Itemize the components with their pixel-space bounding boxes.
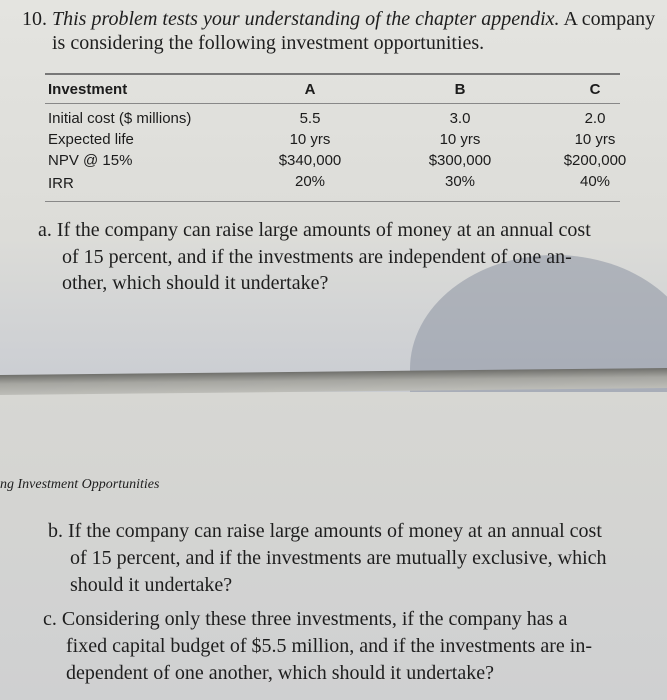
table-header-b: B bbox=[454, 81, 466, 98]
table-cell: 30% bbox=[444, 173, 476, 190]
table-row-label: IRR bbox=[48, 175, 74, 192]
table-cell: 20% bbox=[294, 173, 326, 190]
table-row-label: Expected life bbox=[48, 131, 134, 148]
table-header-rule bbox=[45, 103, 620, 104]
problem-statement-line2: is considering the following investment opportunities. bbox=[52, 32, 485, 54]
table-bottom-rule bbox=[45, 201, 620, 202]
table-cell: $200,000 bbox=[563, 152, 627, 169]
question-b-line2: of 15 percent, and if the investments are mutually exclusive, which bbox=[70, 547, 607, 569]
table-header-c: C bbox=[589, 81, 601, 98]
question-b-line3: should it undertake? bbox=[70, 574, 233, 596]
problem-statement-line1 bbox=[22, 8, 655, 31]
problem-number: 10. bbox=[22, 8, 47, 30]
table-cell: 10 yrs bbox=[439, 131, 481, 148]
table-cell: 5.5 bbox=[299, 110, 321, 127]
table-cell: 40% bbox=[579, 173, 611, 190]
table-top-rule bbox=[45, 73, 620, 75]
table-cell: $300,000 bbox=[428, 152, 492, 169]
question-a-line1: a. If the company can raise large amounts of money at an annual cost bbox=[38, 219, 591, 241]
question-a-line3: other, which should it undertake? bbox=[62, 272, 329, 294]
table-cell: 10 yrs bbox=[289, 131, 331, 148]
table-row-label: NPV @ 15% bbox=[48, 152, 133, 169]
question-a-line2: of 15 percent, and if the investments are independent of one an- bbox=[62, 246, 572, 268]
question-c-line3: dependent of one another, which should it undertake? bbox=[66, 662, 494, 684]
table-cell: 2.0 bbox=[584, 110, 606, 127]
table-header-investment: Investment bbox=[48, 81, 128, 98]
question-c-line2: fixed capital budget of $5.5 million, and if the investments are in- bbox=[66, 635, 592, 657]
lower-page-running-header: ng Investment Opportunities bbox=[0, 477, 160, 492]
table-cell: 3.0 bbox=[449, 110, 471, 127]
problem-intro-italic: This problem tests your understanding of the chapter appendix. bbox=[52, 8, 560, 30]
table-row-label: Initial cost ($ millions) bbox=[48, 110, 192, 127]
table-header-a: A bbox=[304, 81, 316, 98]
table-cell: 10 yrs bbox=[574, 131, 616, 148]
question-b-line1: b. If the company can raise large amounts of money at an annual cost bbox=[48, 520, 602, 542]
problem-intro-rest: A company bbox=[559, 8, 656, 30]
table-cell: $340,000 bbox=[278, 152, 342, 169]
question-c-line1: c. Considering only these three investments, if the company has a bbox=[43, 608, 568, 630]
